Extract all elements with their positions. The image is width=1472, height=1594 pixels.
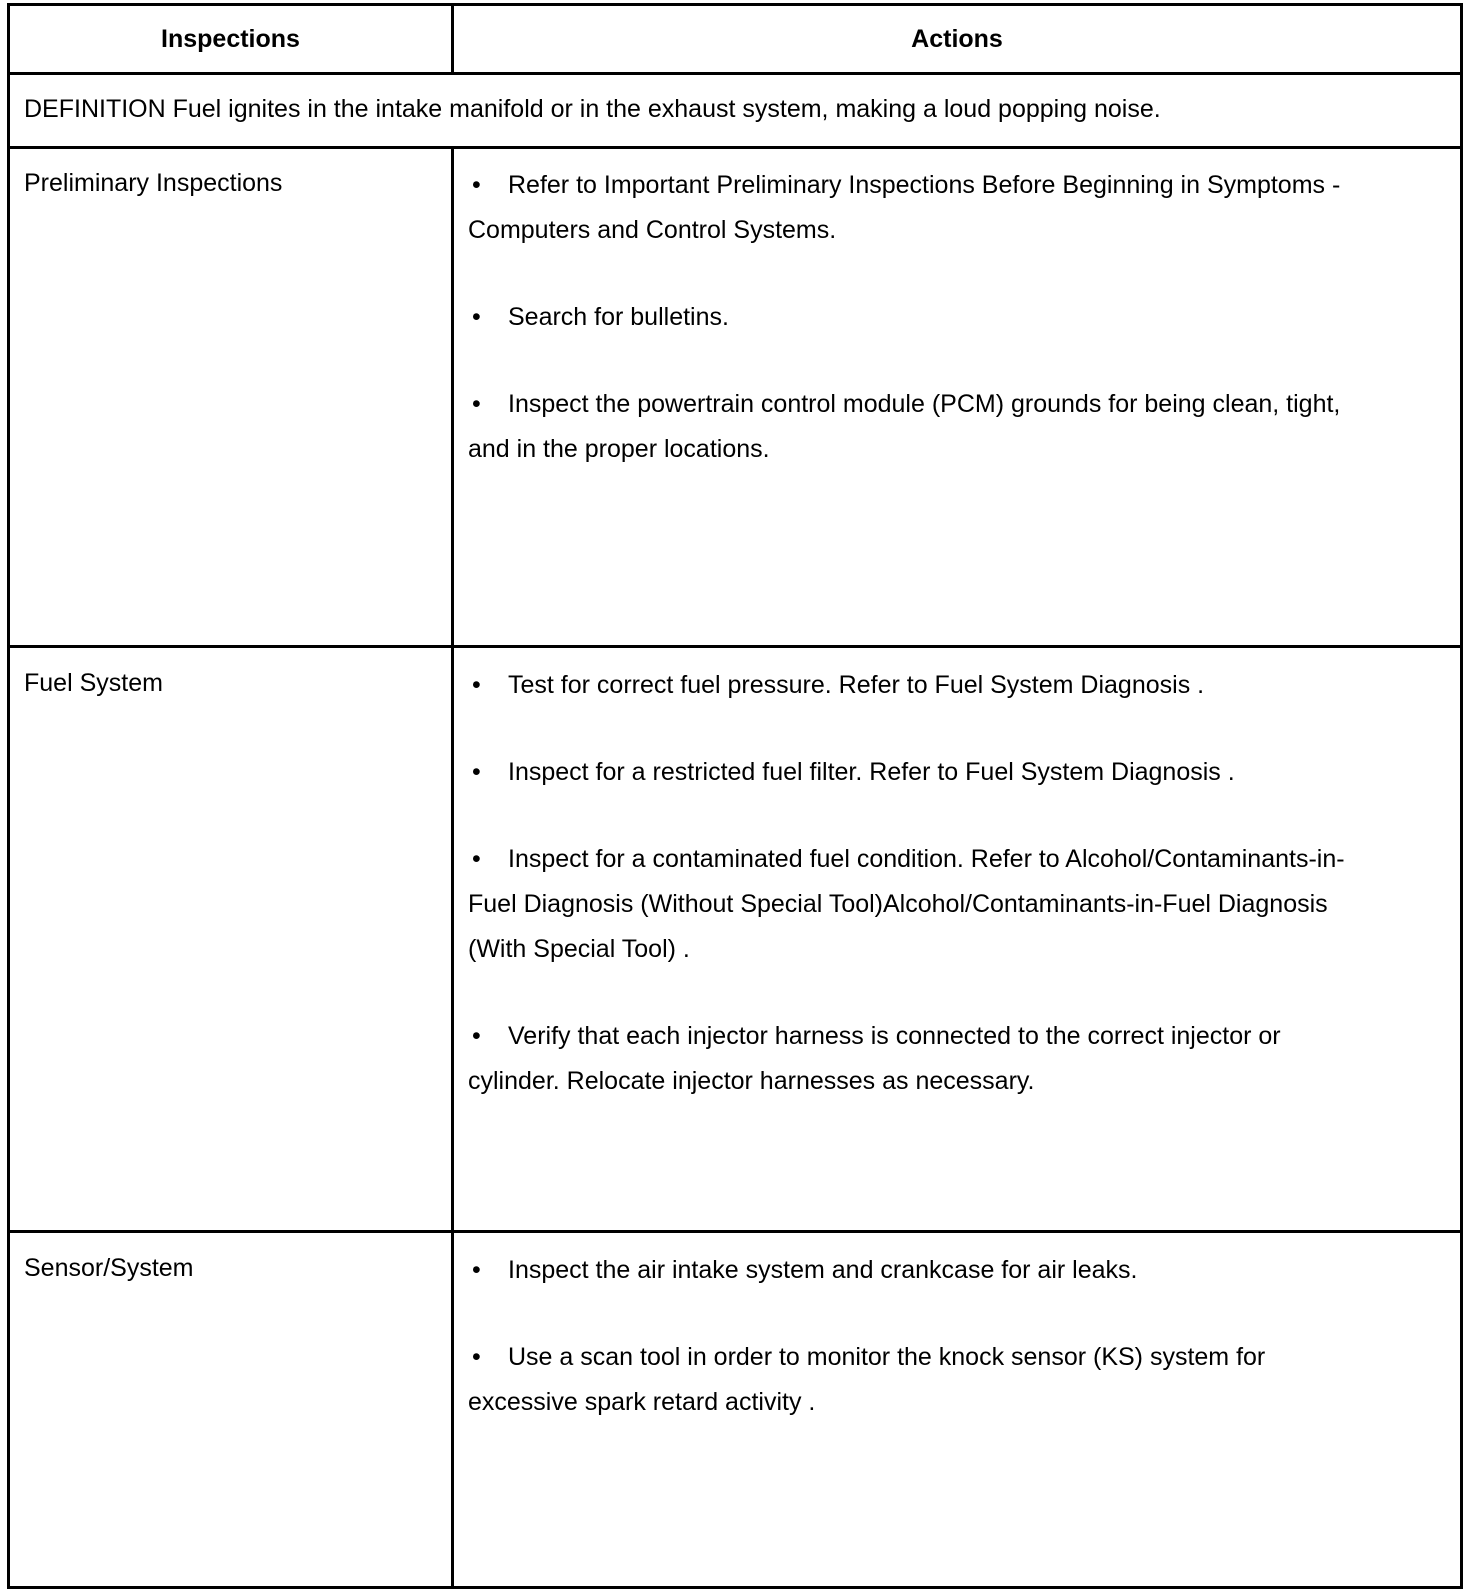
action-text: Test for correct fuel pressure. Refer to Fuel System Diagnosis . — [508, 671, 1205, 699]
bullet-icon: • — [472, 390, 481, 418]
header-actions: Actions — [911, 24, 1003, 53]
list-item — [468, 163, 1348, 253]
list-item — [468, 1248, 1348, 1293]
action-text: Inspect for a restricted fuel filter. Refer to Fuel System Diagnosis . — [508, 758, 1235, 786]
list-item — [468, 663, 1348, 708]
header-column-divider — [451, 6, 454, 72]
list-item — [468, 1335, 1348, 1425]
bullet-icon: • — [472, 845, 481, 873]
bullet-icon: • — [472, 1256, 481, 1284]
list-item — [468, 750, 1348, 795]
action-list-sensor-system — [468, 1248, 1348, 1467]
bullet-icon: • — [472, 303, 481, 331]
header-inspections: Inspections — [161, 24, 300, 53]
bullet-icon: • — [472, 758, 481, 786]
inspections-table — [7, 3, 1463, 1589]
row-label-preliminary-inspections: Preliminary Inspections — [24, 169, 283, 197]
bullet-icon: • — [472, 1343, 481, 1371]
definition-text: DEFINITION Fuel ignites in the intake manifold or in the exhaust system, making a loud popping noise. — [24, 95, 1161, 123]
action-text: Inspect the air intake system and crankcase for air leaks. — [508, 1256, 1138, 1284]
bullet-icon: • — [472, 171, 481, 199]
list-item — [468, 295, 1348, 340]
row-divider-fuel-system — [10, 1230, 1460, 1233]
bullet-icon: • — [472, 671, 481, 699]
row-divider-preliminary — [10, 645, 1460, 648]
bullet-icon: • — [472, 1022, 481, 1050]
row-label-sensor-system: Sensor/System — [24, 1254, 194, 1282]
list-item — [468, 1014, 1348, 1104]
action-text: Verify that each injector harness is connected to the correct injector or cylinder. Relocate injector harnesses as necessary. — [468, 1022, 1281, 1095]
list-item — [468, 837, 1348, 972]
action-text: Use a scan tool in order to monitor the knock sensor (KS) system for excessive spark retard activity . — [468, 1343, 1266, 1416]
list-item — [468, 382, 1348, 472]
definition-divider — [10, 146, 1460, 149]
header-divider — [10, 72, 1460, 75]
action-list-preliminary-inspections — [468, 163, 1348, 514]
row-label-fuel-system: Fuel System — [24, 669, 163, 697]
action-text: Inspect for a contaminated fuel condition. Refer to Alcohol/Contaminants-in-Fuel Diagnosis (Without Special Tool)Alcohol/Contaminants-in-Fuel Diagnosis (With Special Tool) . — [468, 845, 1345, 963]
action-text: Search for bulletins. — [508, 303, 729, 331]
body-column-divider — [451, 146, 454, 1586]
action-text: Inspect the powertrain control module (PCM) grounds for being clean, tight, and in the proper locations. — [468, 390, 1341, 463]
action-list-fuel-system — [468, 663, 1348, 1146]
action-text: Refer to Important Preliminary Inspections Before Beginning in Symptoms - Computers and Control Systems. — [468, 171, 1341, 244]
